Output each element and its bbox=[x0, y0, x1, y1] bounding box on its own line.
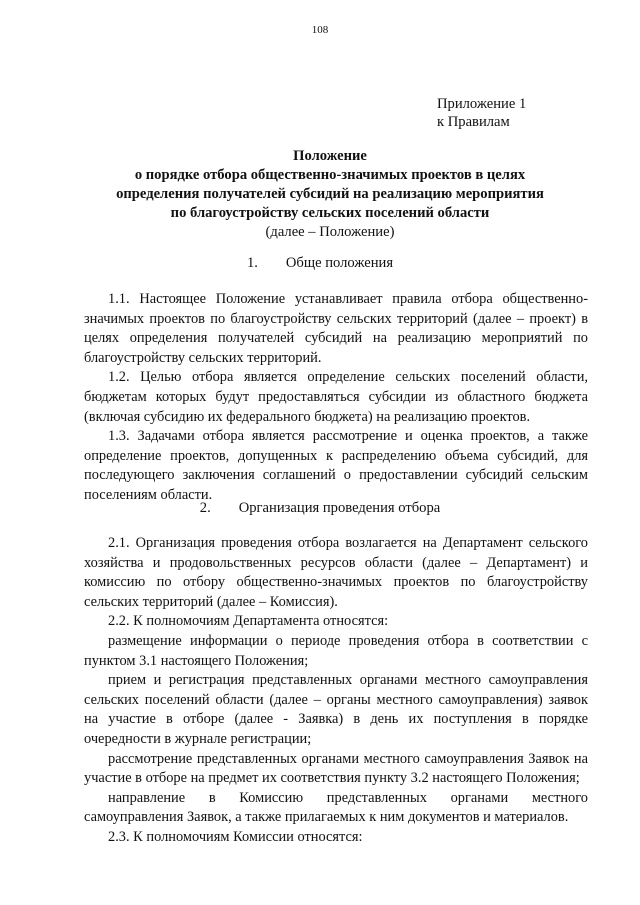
document-title bbox=[60, 147, 600, 242]
paragraph: размещение информации о периоде проведения отбора в соответствии с пунктом 3.1 настоящего Положения; bbox=[84, 632, 588, 669]
paragraph: 1.3. Задачами отбора является рассмотрение и оценка проектов, а также определение проектов, допущенных к распределению объема субсидий, для последующего заключения соглашений о предоставлении субсидий сельским поселениям области. bbox=[84, 428, 588, 503]
paragraph: рассмотрение представленных органами местного самоуправления Заявок на участие в отборе на предмет их соответствия пункту 3.2 настоящего Положения; bbox=[84, 750, 588, 787]
title-line-2: о порядке отбора общественно-значимых проектов в целях bbox=[134, 167, 526, 183]
section-2-body bbox=[84, 534, 588, 848]
appendix-line-1: Приложение 1 bbox=[437, 96, 527, 112]
title-line-4: по благоустройству сельских поселений области bbox=[170, 205, 490, 221]
section-1-heading bbox=[0, 254, 640, 273]
appendix-reference bbox=[437, 95, 526, 131]
paragraph: 2.2. К полномочиям Департамента относятся: bbox=[108, 613, 389, 630]
section-2-title: Организация проведения отбора bbox=[238, 500, 441, 516]
paragraph: 1.1. Настоящее Положение устанавливает правила отбора общественно-значимых проектов по благоустройству сельских территорий (далее – проект) в целях определения получателей субсидий на реализацию мероприятий по благоустройству сельских территорий. bbox=[84, 291, 588, 366]
paragraph: 1.2. Целью отбора является определение сельских поселений области, бюджетам которых будут предоставляться субсидии из областного бюджета (включая субсидию их федерального бюджета) на реализацию проектов. bbox=[84, 369, 588, 425]
title-line-5: (далее – Положение) bbox=[265, 224, 395, 240]
page-number: 108 bbox=[311, 24, 329, 36]
section-1-title: Обще положения bbox=[285, 255, 394, 271]
paragraph: 2.3. К полномочиям Комиссии относятся: bbox=[108, 828, 363, 845]
paragraph: направление в Комиссию представленных органами местного самоуправления Заявок, а также прилагаемых к ним документов и материалов. bbox=[84, 789, 588, 826]
appendix-line-2: к Правилам bbox=[437, 114, 510, 130]
title-line-1: Положение bbox=[293, 148, 367, 164]
section-1-body bbox=[84, 290, 588, 506]
paragraph: 2.1. Организация проведения отбора возлагается на Департамент сельского хозяйства и продовольственных ресурсов области (далее – Департамент) и комиссию по отбору общественно-значимых проектов по благоустройству сельских территорий (далее – Комиссия). bbox=[84, 535, 588, 610]
paragraph: прием и регистрация представленных органами местного самоуправления сельских поселений области (далее – органы местного самоуправления) заявок на участие в отборе (далее - Заявка) в день их поступления в порядке очередности в журнале регистрации; bbox=[84, 672, 588, 747]
section-1-number: 1. bbox=[246, 255, 258, 271]
title-line-3: определения получателей субсидий на реализацию мероприятия bbox=[116, 186, 544, 202]
section-2-heading bbox=[0, 499, 640, 518]
section-2-number: 2. bbox=[199, 500, 211, 516]
